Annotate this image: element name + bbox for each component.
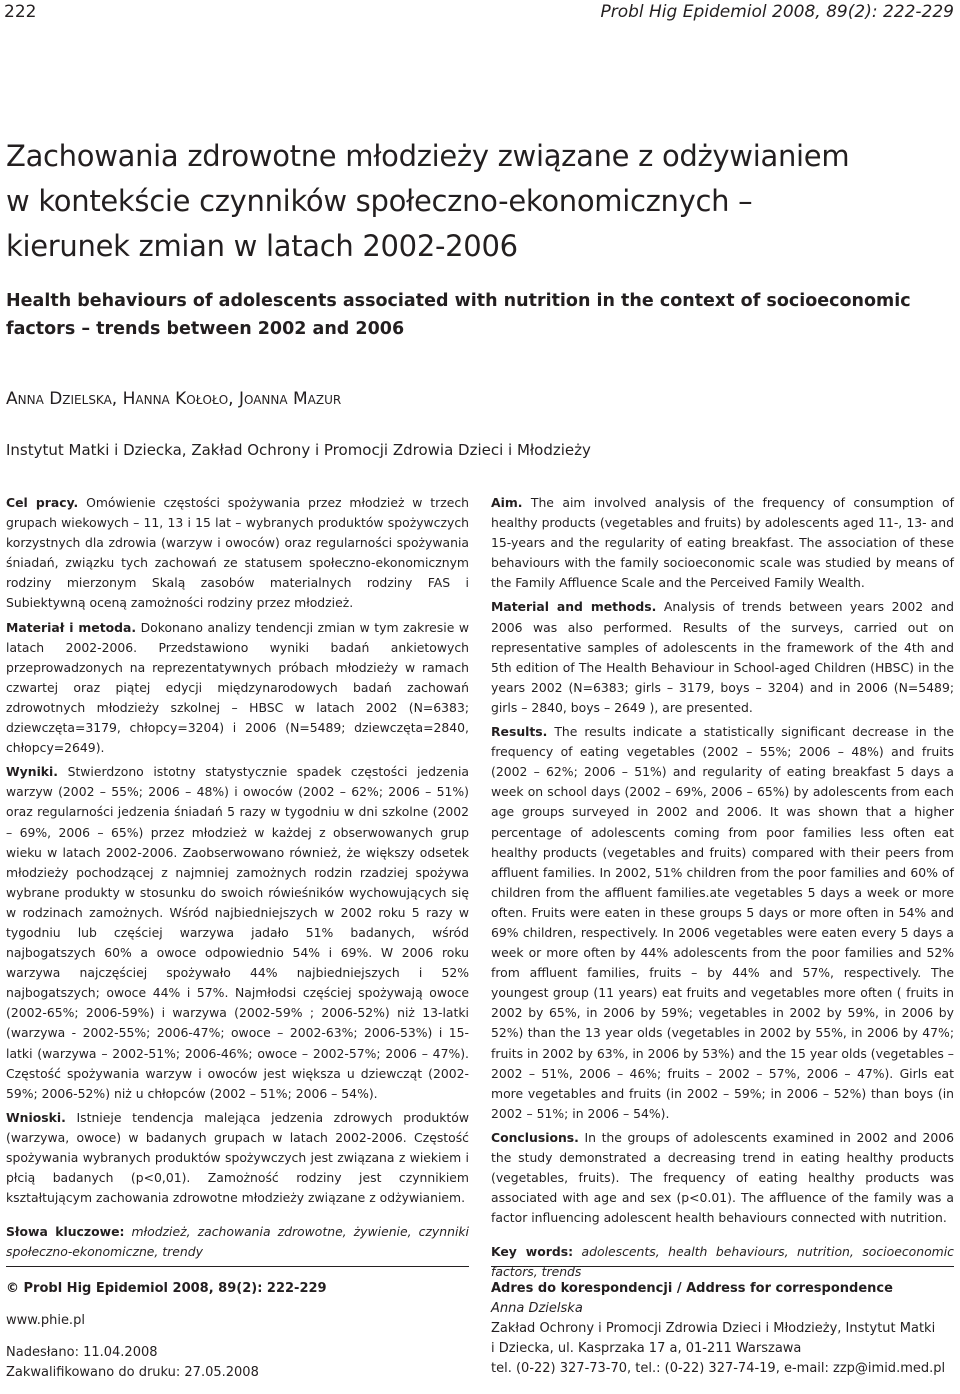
- section-text: Istnieje tendencja malejąca jedzenia zdrowych produktów (warzywa, owoce) w badanych grupach w latach 2002-2006. Częstość spożywania wybranych produktów spożywczych jest związana z wiekiem i płcią badanych (p<0,01). Zamożność rodziny jest czynnikiem kształtującym zachowania zdrowotne młodzieży związane z odżywianiem.: [6, 1109, 469, 1206]
- correspondence-name: Anna Dzielska: [491, 1301, 583, 1316]
- correspondence-address: i Dziecka, ul. Kasprzaka 17 a, 01-211 Warszawa: [491, 1341, 802, 1356]
- abstract-section-conclusions: [491, 1128, 954, 1228]
- section-text: Analysis of trends between years 2002 and 2006 was also performed. Results of the surveys, carried out on representative samples of adolescents in the framework of the 4th and 5th edition of The Health Behaviour in School-aged Children (HBSC) in the years 2002 (N=6383; girls – 3179, boys – 3204) and in 2006 (N=5489; girls – 2840, boys – 2649 ), are presented.: [491, 599, 955, 715]
- accepted-date: Zakwalifikowano do druku: 27.05.2008: [6, 1365, 259, 1380]
- abstract-section-aim: [6, 493, 469, 614]
- keywords-label: Słowa kluczowe:: [6, 1224, 125, 1240]
- section-label: Cel pracy.: [6, 495, 79, 510]
- title-polish-line: Zachowania zdrowotne młodzieży związane z odżywianiem: [6, 139, 850, 173]
- section-text: Omówienie częstości spożywania przez młodzież w trzech grupach wiekowych – 11, 13 i 15 lat – wybranych produktów spożywczych korzystnych dla zdrowia (warzyw i owoców) oraz regularności spożywania śniadań, związku tych zachowań ze statusem społeczno-ekonomicznym rodziny mierzonym Skalą zasobów materialnych rodziny FAS i Subiektywną oceną zamożności rodziny przez młodzież.: [6, 495, 470, 611]
- title-polish-line: w kontekście czynników społeczno-ekonomicznych –: [6, 184, 753, 218]
- page-number: 222: [4, 2, 37, 22]
- section-label: Materiał i metoda.: [6, 619, 137, 635]
- received-date: Nadesłano: 11.04.2008: [6, 1345, 158, 1360]
- section-label: Aim.: [491, 495, 523, 510]
- keywords-text: młodzież, zachowania zdrowotne, żywienie, czynniki społeczno-ekonomiczne, trendy: [6, 1224, 469, 1260]
- correspondence-address: Zakład Ochrony i Promocji Zdrowia Dzieci i Młodzieży, Instytut Matki: [491, 1321, 936, 1336]
- section-text: Dokonano analizy tendencji zmian w tym zakresie w latach 2002-2006. Przedstawiono wyniki badań ankietowych przeprowadzonych na reprezentatywnych próbach młodzieży w ramach czwartej oraz piątej edycji międzynarodowych badań zachowań zdrowotnych młodzieży szkolnej – HBSC w latach 2002 (N=6383; dziewczęta=3179, chłopcy=3204) i 2006 (N=5489; dziewczęta=2840, chłopcy=2649).: [6, 619, 469, 756]
- abstract-english: [491, 493, 954, 1287]
- section-label: Material and methods.: [491, 599, 657, 615]
- title-english-line: Health behaviours of adolescents associated with nutrition in the context of socioeconomic: [6, 291, 911, 311]
- abstract-section-methods: [6, 618, 469, 759]
- section-text: The aim involved analysis of the frequency of consumption of healthy products (vegetables and fruits) by adolescents aged 11-, 13- and 15-years and the regularity of eating breakfast. The association of these behaviours with the family socioeconomic scale was studied by means of the Family Affluence Scale and the Perceived Family Wealth.: [491, 495, 954, 591]
- correspondence-info: [491, 1279, 954, 1379]
- title-english-line: factors – trends between 2002 and 2006: [6, 319, 405, 339]
- abstract-section-conclusions: [6, 1108, 469, 1208]
- section-label: Wnioski.: [6, 1109, 66, 1125]
- correspondence-title: Adres do korespondencji / Address for correspondence: [491, 1281, 893, 1296]
- institution: Instytut Matki i Dziecka, Zakład Ochrony i Promocji Zdrowia Dzieci i Młodzieży: [6, 441, 591, 459]
- section-label: Results.: [491, 724, 548, 740]
- abstract-section-results: [6, 762, 469, 1104]
- title-polish-line: kierunek zmian w latach 2002-2006: [6, 229, 518, 263]
- keywords: [6, 1222, 469, 1262]
- running-head: Probl Hig Epidemiol 2008, 89(2): 222-229: [600, 2, 954, 22]
- citation: © Probl Hig Epidemiol 2008, 89(2): 222-229: [6, 1281, 327, 1296]
- section-text: In the groups of adolescents examined in 2002 and 2006 the study demonstrated a decreasing trend in eating healthy products (vegetables, fruits). The frequency of eating healthy products was associated with age and sex (p<0.01). The affluence of the family was a factor influencing adolescent health behaviours connected with nutrition.: [491, 1129, 954, 1226]
- title-polish: [6, 134, 956, 269]
- footer-divider: [6, 1266, 469, 1267]
- publication-info: [6, 1279, 469, 1383]
- title-english: [6, 287, 956, 343]
- footer-divider: [491, 1266, 954, 1267]
- keywords-text: adolescents, health behaviours, nutrition, socioeconomic factors, trends: [491, 1244, 954, 1280]
- website-link[interactable]: www.phie.pl: [6, 1313, 85, 1328]
- section-text: Stwierdzono istotny statystycznie spadek częstości jedzenia warzyw (2002 – 55%; 2006 – 48%) i owoców (2002 – 62%; 2006 – 51%) oraz regularności jedzenia śniadań 5 razy w tygodniu w dni szkolne (2002 – 69%, 2006 – 65%) przez młodzież w każdej z obserwowanych grup wieku w latach 2002-2006. Zaobserwowano również, że większy odsetek młodzieży pochodzącej z najmniej zamożnych rodzin rzadziej spożywa wybrane produkty w stosunku do swoich rówieśników wychowujących się w rodzinach zamożnych. Wśród najbiedniejszych w 2002 roku 5 razy w tygodniu lub częściej warzywa jadało 51% badanych, wśród najbogatszych 60% a owoce odpowiednio 54% i 69%. W 2006 roku warzywa najczęściej spożywało 44% najbiedniejszych i 52% najbogatszych; owoce 44% i 57%. Najmłodsi częściej spożywają owoce (2002-65%; 2006-59%) i warzywa (2002-59% ; 2006-52%) niż 13-latki (warzywa - 2002-55%; 2006-47%; owoce – 2002-63%; 2006-53%) i 15-latki (warzywa – 2002-51%; 2006-46%; owoce – 2002-57%; 2006 – 47%). Częstość spożywania warzyw i owoców jest większa u dziewcząt (2002-59%; 2006-52%) niż u chłopców (2002 – 51%; 2006 – 54%).: [6, 764, 469, 1101]
- keywords: [491, 1242, 954, 1282]
- abstract-section-results: [491, 722, 954, 1124]
- abstract-polish: [6, 493, 469, 1266]
- section-text: The results indicate a statistically significant decrease in the frequency of eating vegetables (2002 – 55%; 2006 – 48%) and fruits (2002 – 62%; 2006 – 51%) and regularity of eating breakfast 5 days a week on school days (2002 – 69%, 2006 – 65%) by adolescents from each age groups surveyed in 2002 and 2006. It was shown that a higher percentage of adolescents coming from poor families less often eat healthy products (vegetables and fruits) compared with their peers from affluent families. In 2002, 51% children from the poor families and 60% of children from the affluent families.ate vegetables 5 days a week or more often. Fruits were eaten in these groups 5 days or more often in 54% and 69% children, respectively. In 2006 vegetables were eaten every 5 days a week or more often by 44% adolescents from the poor families and 52% from affluent families, fruits – by 44% and 57%, respectively. The youngest group (11 years) eat fruits and vegetables more often ( fruits in 2002 by 65%, in 2006 by 59%; vegetables in 2002 by 59%, in 2006 by 52%) than the 13 year olds (vegetables in 2002 by 55%, in 2006 by 47%; fruits in 2002 by 63%, in 2006 by 53%) and the 15 year olds (vegetables – 2002 – 51%, 2006 – 46%; fruits – 2002 – 57%, 2006 – 47%). Girls eat more vegetables and fruits (in 2002 – 59%; in 2006 – 52%) than boys (in 2002 – 51%; in 2006 – 54%).: [491, 724, 954, 1121]
- abstract-section-methods: [491, 597, 954, 718]
- authors: Anna Dzielska, Hanna Kołoło, Joanna Mazur: [6, 389, 342, 409]
- section-label: Conclusions.: [491, 1129, 579, 1145]
- correspondence-contact: tel. (0-22) 327-73-70, tel.: (0-22) 327-74-19, e-mail: zzp@imid.med.pl: [491, 1361, 946, 1376]
- keywords-label: Key words:: [491, 1244, 574, 1260]
- section-label: Wyniki.: [6, 764, 59, 780]
- abstract-section-aim: [491, 493, 954, 593]
